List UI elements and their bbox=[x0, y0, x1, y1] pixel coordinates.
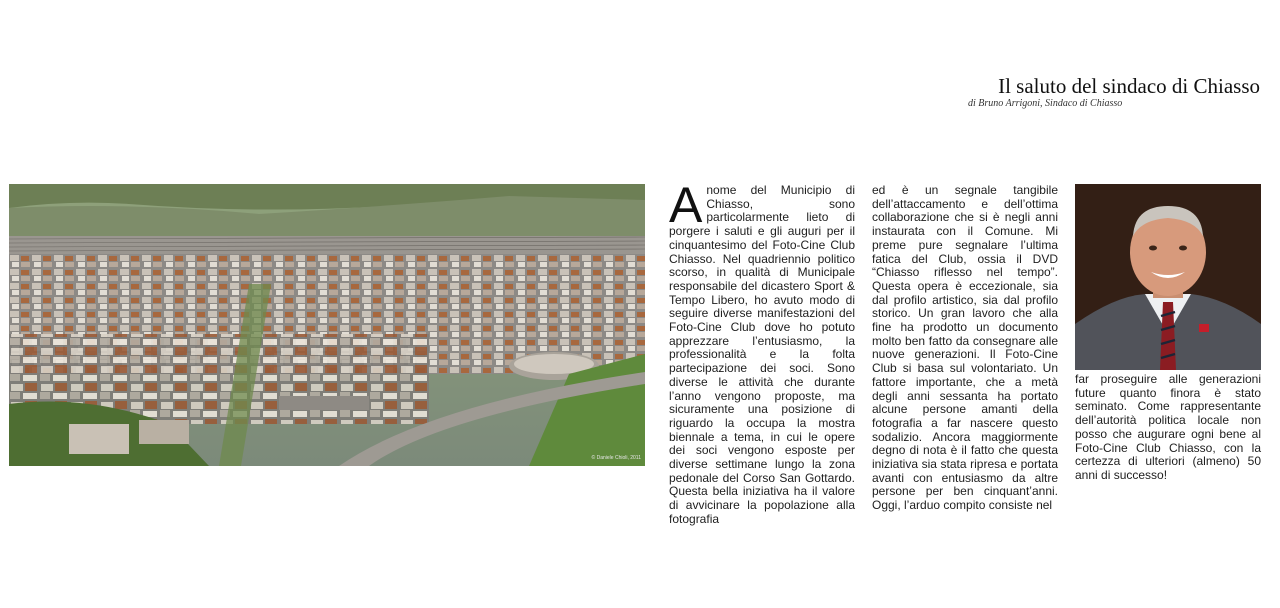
mayor-portrait-photo bbox=[1075, 184, 1261, 370]
article-column-3 bbox=[1075, 373, 1261, 483]
drop-cap: A bbox=[669, 177, 703, 233]
mayor-photo-graphic bbox=[1075, 184, 1261, 370]
column-1-text: nome del Municipio di Chiasso, sono particolarmente lieto di porgere i saluti e gli auguri per il cinquantesimo del Foto-Cine Club Chiasso. Nel quadriennio politico scorso, in qualità di Municipale responsabile del dicastero Sport & Tempo Libero, ho avuto modo di seguire diverse manifestazioni del Foto-Cine Club dove ho potuto apprezzare l’entusiasmo, la professionalità e la folta partecipazione dei soci. Sono diverse le attività che durante l’anno vengono proposte, ma sicuramente una posizione di riguardo la occupa la mostra biennale a tema, in cui le opere dei soci vengono esposte per diverse settimane lungo la zona pedonale del Corso San Gottardo. Questa bella iniziativa ha il valore di avvicinare la popolazione alla fotografia bbox=[669, 183, 855, 526]
article-column-2 bbox=[872, 184, 1058, 513]
column-2-text: ed è un segnale tangibile dell’attaccamento e dell’ottima collaborazione che si è negli anni instaurata con il Comune. Mi preme pure segnalare l’ultima fatica del Club, ossia il DVD “Chiasso riflesso nel tempo”. Questa opera è eccezionale, sia dal profilo artistico, sia dal profilo storico. Un gran lavoro che alla fine ha prodotto un documento molto ben fatto da consegnare alle nuove generazioni. Il Foto-Cine Club si basa sul volontariato. Un fattore importante, che a metà degli anni sessanta ha portato alcune persone amanti della fotografia a far nascere questo sodalizio. Ancora maggiormente degno di nota è il fatto che questa iniziativa sia stata ripresa e portata avanti con entusiasmo da altre persone per ben cinquant’anni. Oggi, l’arduo compito consiste nel bbox=[872, 183, 1058, 513]
city-photo-graphic bbox=[9, 184, 645, 466]
photo-credit: © Daniele Chioli, 2011 bbox=[591, 455, 641, 461]
article-title: Il saluto del sindaco di Chiasso bbox=[998, 74, 1260, 98]
article-byline: di Bruno Arrigoni, Sindaco di Chiasso bbox=[968, 98, 1123, 109]
column-3-text: far proseguire alle generazioni future quanto finora è stato seminato. Come rappresentante dell’autorità politica locale non posso che augurare ogni bene al Foto-Cine Club Chiasso, con la certezza di ulteriori (almeno) 50 anni di successo! bbox=[1075, 372, 1261, 482]
article-column-1 bbox=[669, 177, 855, 527]
city-aerial-photo bbox=[9, 184, 645, 466]
